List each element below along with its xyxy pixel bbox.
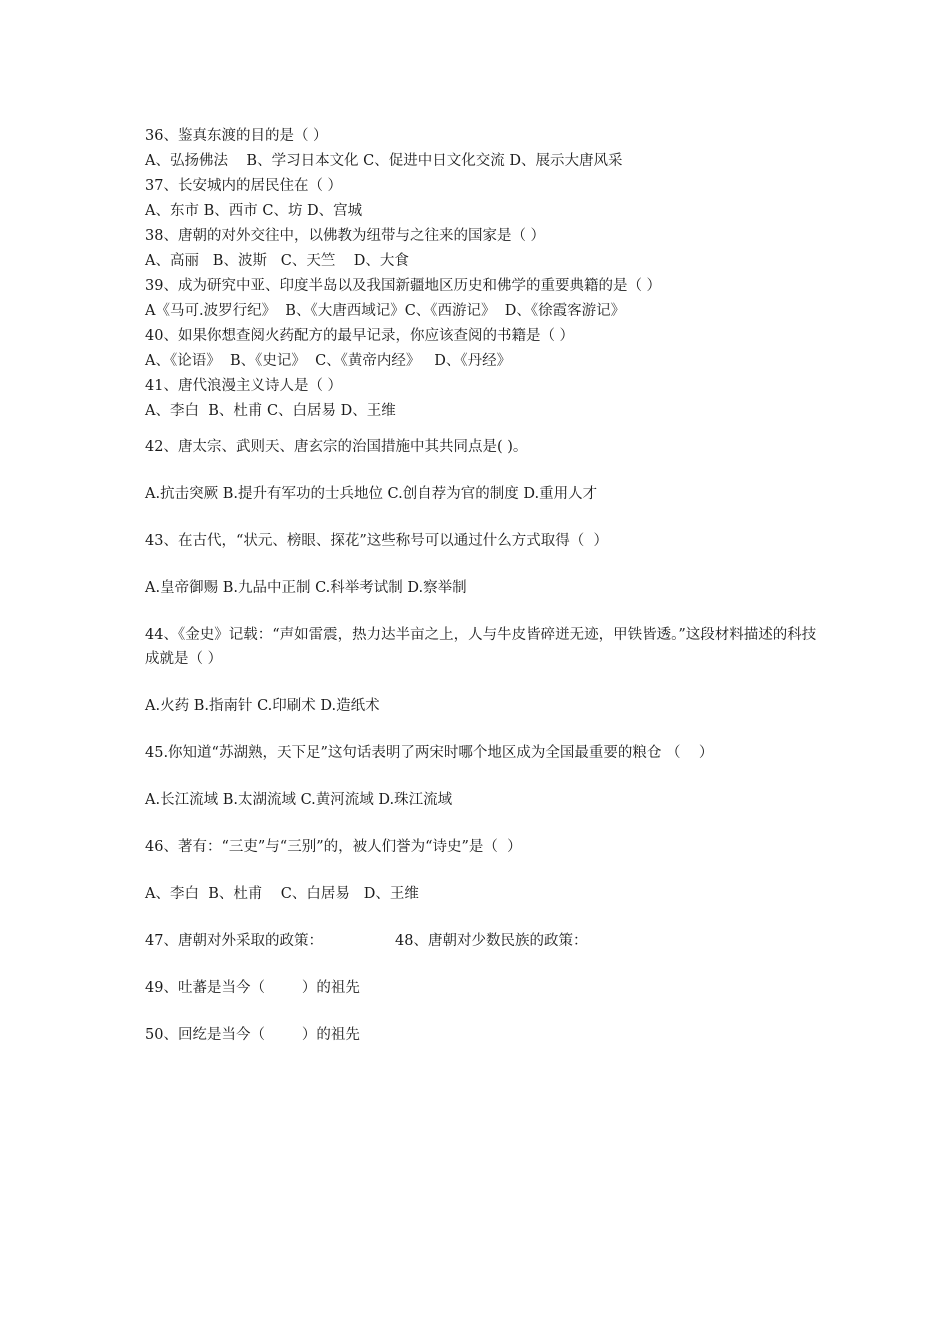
question-46: 46、著有：“三吏”与“三别”的，被人们誉为“诗史”是（ ）: [145, 838, 522, 855]
question-45: 45.你知道“苏湖熟，天下足”这句话表明了两宋时哪个地区成为全国最重要的粮仓 （ ）: [145, 744, 714, 761]
answers-45: A.长江流域 B.太湖流域 C.黄河流域 D.珠江流域: [145, 791, 453, 808]
answers-41: A、李白 B、杜甫 C、白居易 D、王维: [145, 403, 396, 419]
document-page: [145, 124, 825, 1071]
answers-40: A、《论语》 B、《史记》 C、《黄帝内经》 D、《丹经》: [145, 353, 512, 369]
question-48: 48、唐朝对少数民族的政策：: [395, 932, 588, 949]
answers-43: A.皇帝御赐 B.九品中正制 C.科举考试制 D.察举制: [145, 580, 467, 596]
answers-42: A.抗击突厥 B.提升有军功的士兵地位 C.创自荐为官的制度 D.重用人才: [145, 486, 598, 502]
question-41: 41、唐代浪漫主义诗人是（ ）: [145, 378, 343, 394]
answers-36: A、弘扬佛法 B、学习日本文化 C、促进中日文化交流 D、展示大唐风采: [145, 153, 623, 169]
question-39: 39、成为研究中亚、印度半岛以及我国新疆地区历史和佛学的重要典籍的是（ ）: [145, 278, 662, 294]
answers-37: A、东市 B、西市 C、坊 D、宫城: [145, 203, 363, 219]
question-49: 49、吐蕃是当今（ ）的祖先: [145, 979, 360, 996]
question-50: 50、回纥是当今（ ）的祖先: [145, 1026, 360, 1043]
question-47: 47、唐朝对外采取的政策：: [145, 932, 323, 949]
question-40: 40、如果你想查阅火药配方的最早记录，你应该查阅的书籍是（ ）: [145, 328, 575, 344]
question-36: 36、鉴真东渡的目的是（ ）: [145, 128, 328, 144]
question-42: 42、唐太宗、武则天、唐玄宗的治国措施中其共同点是( )。: [145, 439, 528, 455]
question-38: 38、唐朝的对外交往中，以佛教为纽带与之往来的国家是（ ）: [145, 228, 546, 244]
question-44: 44、《金史》记载：“声如雷震，热力达半亩之上，人与牛皮皆碎迸无迹，甲铁皆透。”这段材料描述的科技成就是（ ）: [145, 627, 817, 667]
question-37: 37、长安城内的居民住在（ ）: [145, 178, 343, 194]
questions-36-41: [145, 124, 825, 424]
question-43: 43、在古代，“状元、榜眼、探花”这些称号可以通过什么方式取得（ ）: [145, 533, 608, 549]
answers-46: A、李白 B、杜甫 C、白居易 D、王维: [145, 885, 419, 902]
answers-38: A、高丽 B、波斯 C、天竺 D、大食: [145, 253, 409, 269]
answers-44: A.火药 B.指南针 C.印刷术 D.造纸术: [145, 697, 380, 714]
questions-47-48: [145, 930, 825, 954]
questions-42-50: [145, 436, 825, 1047]
answers-39: A《马可.波罗行纪》 B、《大唐西域记》C、《西游记》 D、《徐霞客游记》: [145, 303, 626, 319]
